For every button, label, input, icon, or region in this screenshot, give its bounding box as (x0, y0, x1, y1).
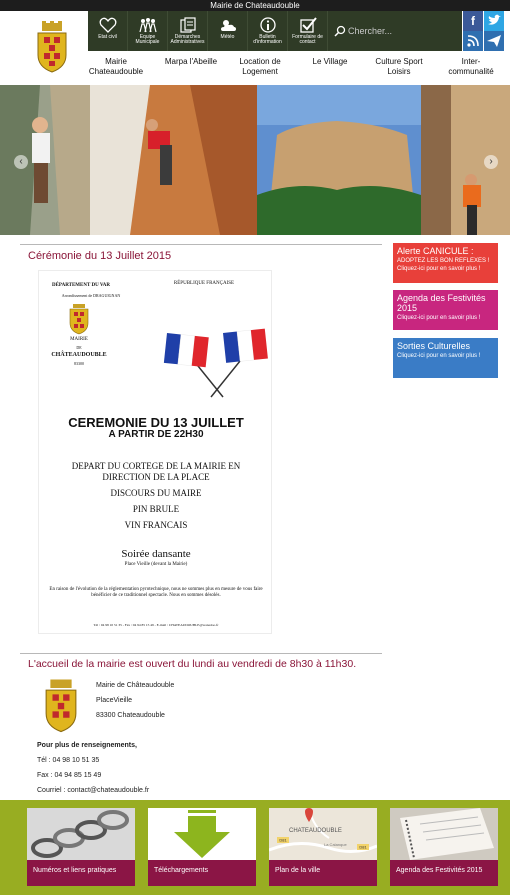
tile-numeros-liens[interactable] (27, 808, 135, 886)
contact-form-label: Formulaire de contact (292, 34, 323, 45)
sidebar-alerte-title: Alerte CANICULE : (397, 246, 474, 256)
tile-plan-ville[interactable] (269, 808, 377, 886)
poster-mairie: MAIRIE (70, 337, 88, 342)
rss-glyph (463, 31, 483, 51)
coat-of-arms-logo[interactable] (36, 21, 68, 73)
search-icon[interactable] (334, 25, 346, 37)
sidebar-agenda-title: Agenda des Festivités 2015 (397, 293, 486, 313)
main-nav (88, 51, 510, 85)
slider-next-button[interactable] (484, 155, 498, 169)
check-icon (299, 17, 317, 33)
nav-intercommunalite[interactable]: Inter- communalité (448, 57, 494, 76)
sidebar-alerte-desc: ADOPTEZ LES BON REFLEXES ! (397, 258, 490, 264)
sidebar-sorties-culturelles[interactable] (393, 338, 498, 378)
poster-line-5: VIN FRANCAIS (124, 520, 188, 530)
article-title-accueil[interactable]: L'accueil de la mairie est ouvert du lundi au vendredi de 8h30 à 11h30. (28, 658, 357, 670)
bulletin-button[interactable] (248, 11, 288, 51)
rss-icon[interactable] (463, 31, 483, 51)
heart-icon (99, 17, 117, 33)
quick-links-bar (88, 11, 328, 51)
crossed-french-flags (163, 327, 271, 399)
poster-headline: CEREMONIE DU 13 JUILLET (68, 415, 244, 430)
divider (20, 244, 382, 245)
site-title-bar (0, 0, 510, 11)
poster-line-2: DIRECTION DE LA PLACE (102, 472, 210, 482)
meteo-label: Météo (220, 34, 235, 40)
poster-de: DE (76, 345, 82, 350)
documents-icon (179, 17, 197, 33)
poster-coat-of-arms (69, 303, 89, 335)
map-road-badge: D81 (359, 844, 367, 850)
equipe-municipale-button[interactable] (128, 11, 168, 51)
article-title-ceremonie[interactable]: Cérémonie du 13 Juillet 2015 (28, 250, 172, 262)
phone-number: Tél : 04 98 10 51 35 (37, 757, 100, 764)
map-town-label: CHATEAUDOUBLE (289, 828, 342, 834)
poster-line-3: DISCOURS DU MAIRE (110, 488, 202, 498)
map-thumbnail (269, 808, 377, 860)
divider (20, 653, 382, 654)
poster-town: CHÂTEAUDOUBLE (51, 352, 107, 358)
poster-department: DÉPARTEMENT DU VAR (51, 283, 111, 288)
bulletin-label: Bulletin d'information (253, 34, 282, 45)
slide-photo-red-climber (90, 85, 257, 235)
poster-zip: 83300 (74, 361, 84, 366)
photo-slider[interactable] (0, 85, 510, 235)
poster-footer: Tél : 04 98 10 51 35 - Fax : 04 94 85 15 49 - E-mail : CHATEAUDOUBLE@wanadoo.fr (93, 623, 219, 627)
send-icon[interactable] (484, 31, 504, 51)
poster-arrondissement: Arrondissement de DRAGUIGNAN (61, 293, 121, 298)
poster-time: A PARTIR DE 22H30 (108, 429, 204, 440)
chevron-right-icon: › (489, 156, 493, 167)
download-arrow-icon (148, 808, 256, 860)
slider-prev-button[interactable] (14, 155, 28, 169)
facebook-icon[interactable]: f (463, 11, 483, 31)
chevron-left-icon: ‹ (19, 156, 23, 167)
nav-location[interactable]: Location de Logement (239, 57, 281, 76)
address-line-3: 83300 Chateaudouble (96, 712, 165, 719)
more-info-label: Pour plus de renseignements, (37, 742, 137, 749)
tile-agenda-festivites[interactable] (390, 808, 498, 886)
poster-soiree: Soirée dansante (121, 548, 191, 560)
equipe-municipale-label: Equipe Municipale (135, 34, 160, 45)
fax-number: Fax : 04 94 85 15 49 (37, 772, 102, 779)
twitter-icon[interactable] (484, 11, 504, 31)
ceremony-poster (38, 270, 272, 634)
twitter-bird-glyph (484, 11, 504, 31)
nav-mairie[interactable]: Mairie Chateaudouble (88, 57, 144, 76)
poster-place: Place Vieille (devant la Mairie) (124, 562, 188, 567)
chain-icon (27, 808, 135, 860)
poster-note: En raison de l'évolution de la réglementation pyrotechnique, nous ne sommes plus en mesure de vous faire bénéficier de ce traditionnel spectacle. Nous en sommes désolés. (49, 587, 263, 598)
poster-line-4: PIN BRULE (132, 504, 180, 514)
contact-coat-of-arms (44, 677, 78, 733)
team-icon (139, 17, 157, 33)
slide-photo-cliff (257, 85, 421, 235)
demarches-button[interactable] (168, 11, 208, 51)
meteo-button[interactable] (208, 11, 248, 51)
sidebar-alerte-canicule[interactable] (393, 243, 498, 283)
map-road-label: La Calanque (324, 842, 347, 847)
nav-marpa[interactable]: Marpa l'Abeille (164, 57, 218, 66)
info-icon (259, 17, 277, 33)
weather-icon (219, 17, 237, 33)
sidebar-agenda-desc: Cliquez-ici pour en savoir plus ! (397, 315, 481, 321)
send-glyph (484, 31, 504, 51)
tile-agenda-label: Agenda des Festivités 2015 (390, 860, 498, 886)
address-line-2: PlaceVieille (96, 697, 133, 704)
nav-culture[interactable]: Culture Sport Loisirs (375, 57, 423, 76)
etat-civil-label: Etat civil (98, 34, 117, 40)
notebook-icon (390, 808, 498, 860)
site-title: Mairie de Chateaudouble (210, 1, 300, 10)
tile-telechargements-label: Téléchargements (148, 860, 256, 886)
etat-civil-button[interactable] (88, 11, 128, 51)
sidebar-alerte-desc2: Cliquez-ici pour en savoir plus ! (397, 266, 481, 272)
tile-numeros-label: Numéros et liens pratiques (27, 860, 135, 886)
contact-form-button[interactable] (288, 11, 328, 51)
tile-plan-label: Plan de la ville (269, 860, 377, 886)
tile-telechargements[interactable] (148, 808, 256, 886)
demarches-label: Démarches Administratives (170, 34, 205, 45)
poster-republique: RÉPUBLIQUE FRANÇAISE (173, 281, 235, 286)
sidebar-sorties-desc: Cliquez-ici pour en savoir plus ! (397, 353, 481, 359)
map-road-badge: D81 (279, 837, 287, 843)
address-line-1: Mairie de Châteaudouble (96, 682, 175, 689)
nav-village[interactable]: Le Village (312, 57, 348, 66)
poster-line-1: DEPART DU CORTEGE DE LA MAIRIE EN (71, 461, 241, 471)
search-input[interactable] (348, 22, 456, 40)
sidebar-sorties-title: Sorties Culturelles (397, 341, 471, 351)
email-link[interactable]: Courriel : contact@chateaudouble.fr (37, 787, 150, 794)
sidebar-agenda-festivites[interactable] (393, 290, 498, 330)
search-box (328, 11, 462, 51)
